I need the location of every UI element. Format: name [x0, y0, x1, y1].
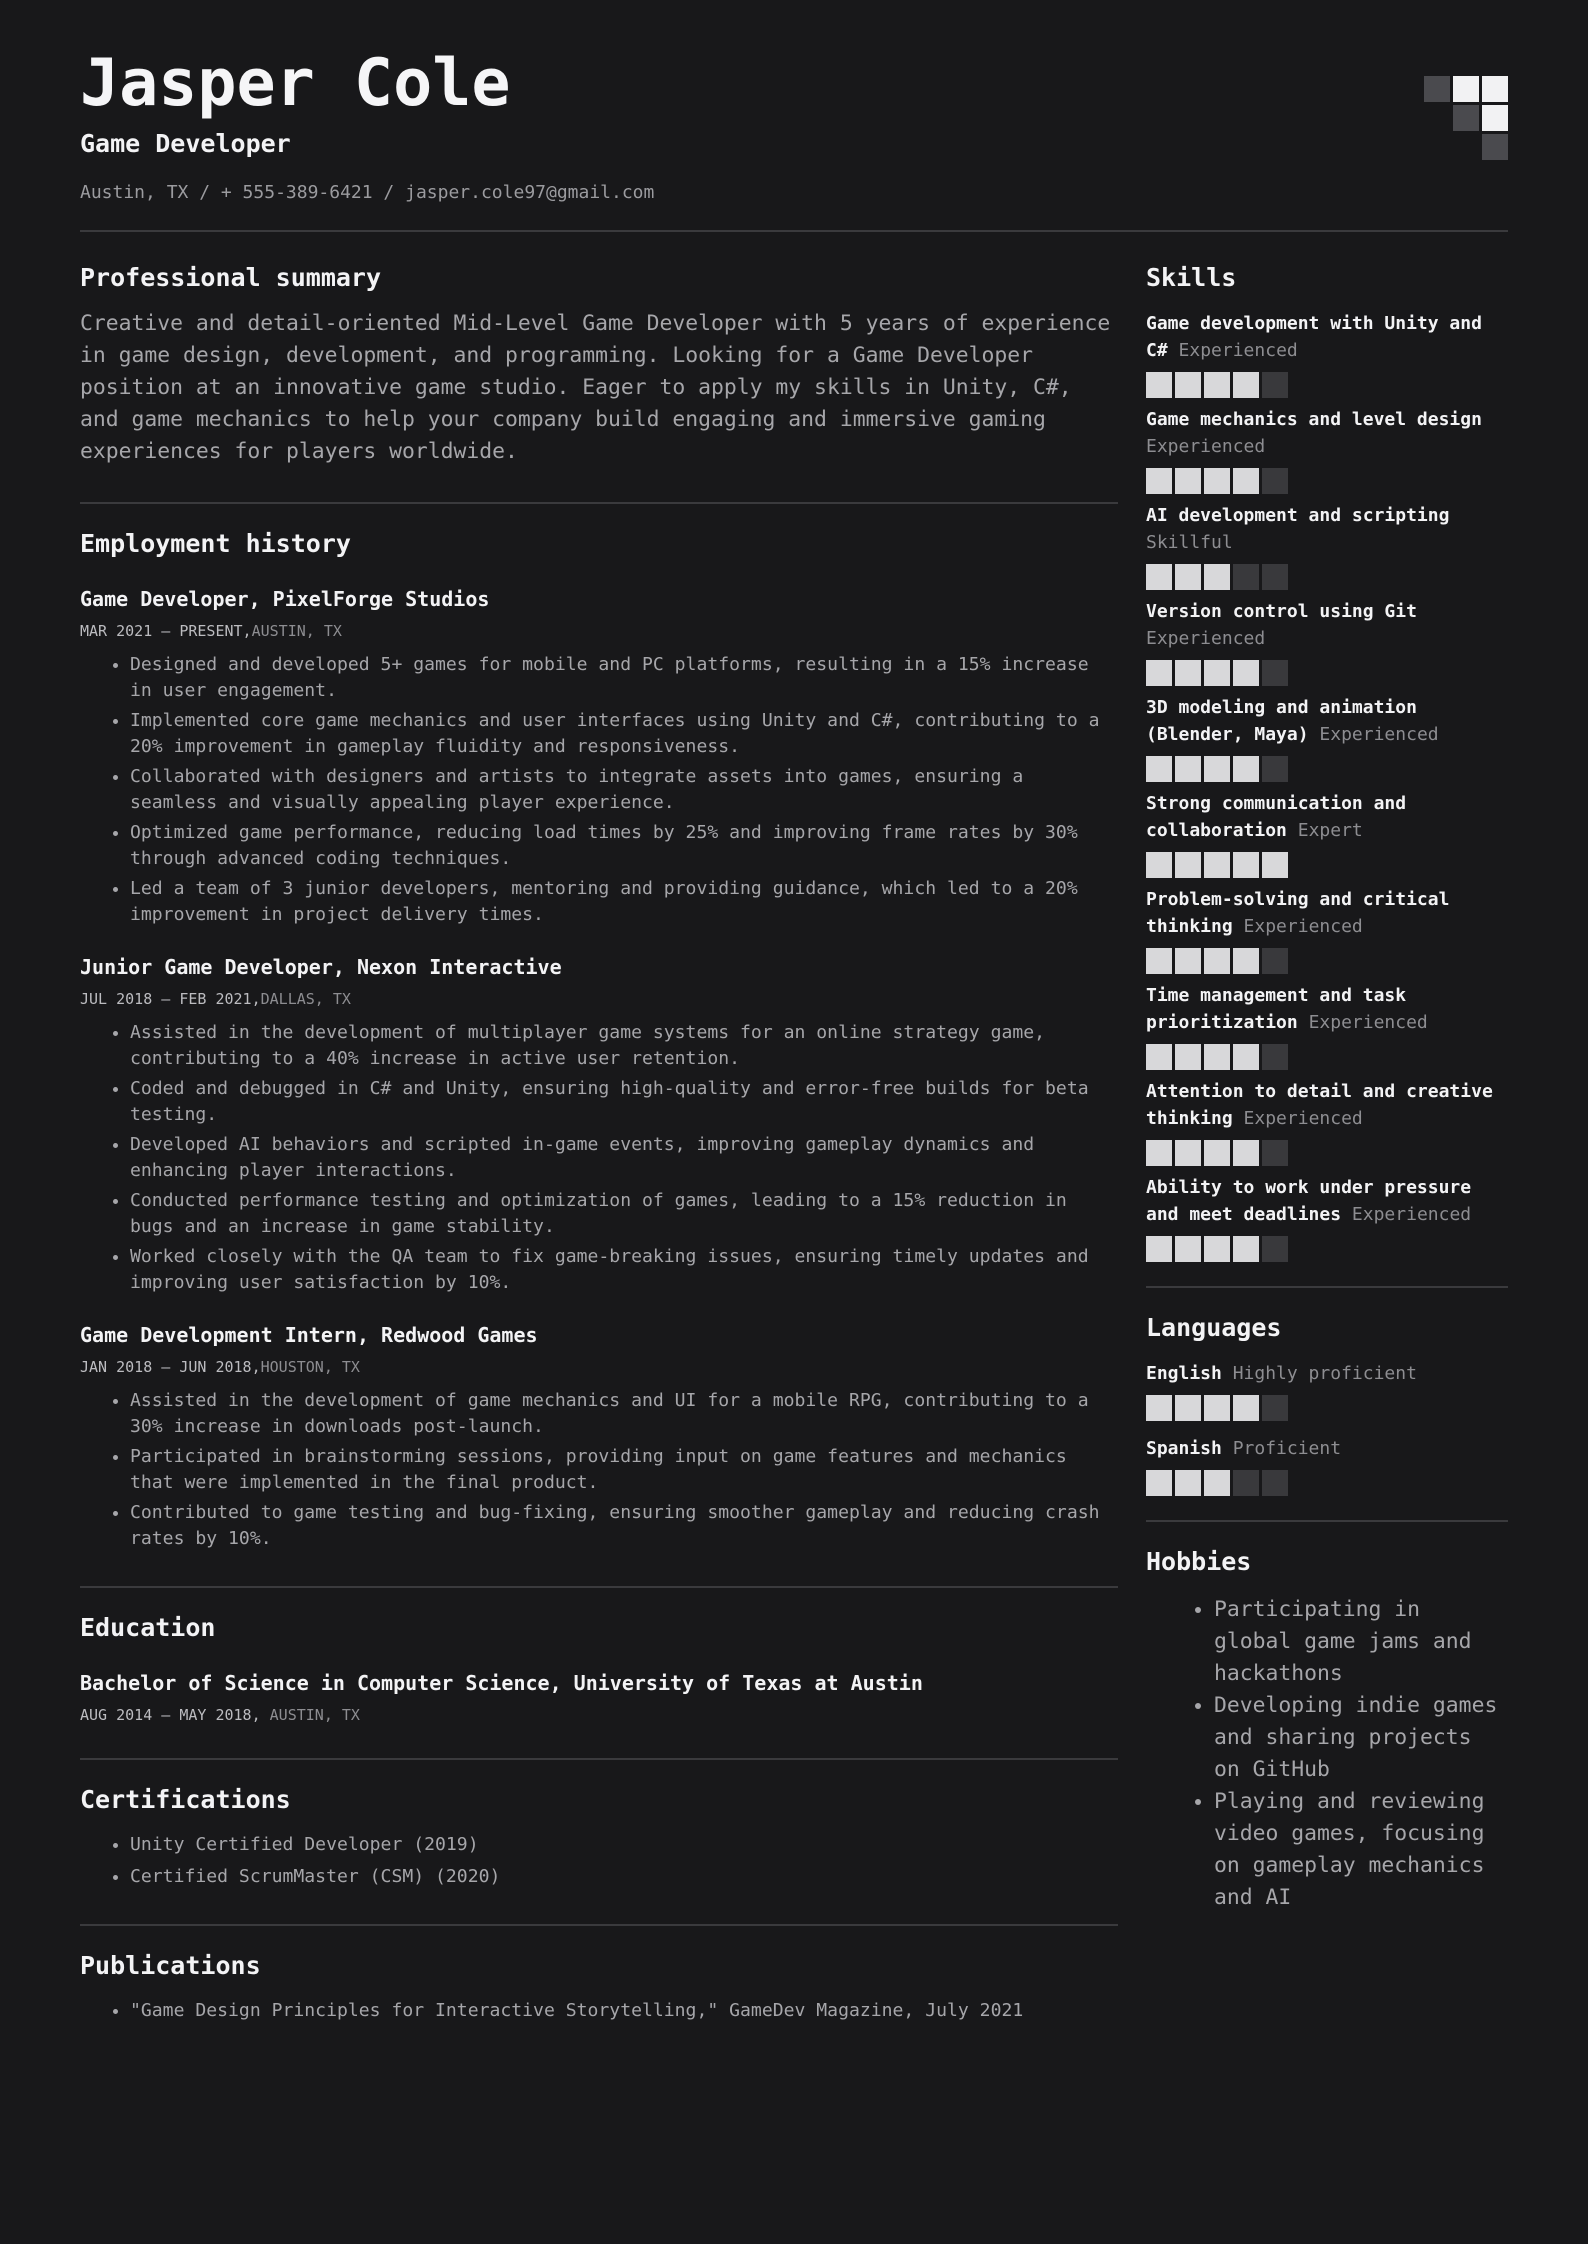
certification-item: • Unity Certified Developer (2019) [130, 1832, 1118, 1858]
bar-square [1204, 852, 1230, 878]
skill-bar [1146, 1044, 1508, 1070]
bullet-item: • Contributed to game testing and bug-fixing, ensuring smoother gameplay and reducing crash rates by 10%. [130, 1500, 1118, 1552]
bar-square [1204, 948, 1230, 974]
bar-square [1146, 468, 1172, 494]
bar-square [1233, 1140, 1259, 1166]
skill-bar [1146, 948, 1508, 974]
job-entry [80, 954, 1118, 1296]
job-dates: MAR 2021 – PRESENT, [80, 622, 252, 640]
skill-name: Version control using Git [1146, 601, 1417, 622]
bar-square [1175, 660, 1201, 686]
education-dateline [80, 1706, 1118, 1724]
bar-square [1204, 372, 1230, 398]
bar-square [1233, 852, 1259, 878]
hobby-item: • Playing and reviewing video games, focusing on gameplay mechanics and AI [1214, 1786, 1508, 1914]
bar-square [1233, 1395, 1259, 1421]
skill-name: Ability to work under pressure and meet deadlines [1146, 1177, 1472, 1225]
contact-line: Austin, TX / + 555-389-6421 / jasper.cole97@gmail.com [80, 182, 655, 203]
job-dateline [80, 622, 1118, 640]
logo-cell [1453, 134, 1479, 160]
skill-level: Experienced [1178, 340, 1298, 361]
hobbies-heading: Hobbies [1146, 1547, 1252, 1576]
hobby-item: • Participating in global game jams and hackathons [1214, 1594, 1508, 1690]
logo-cell [1453, 105, 1479, 131]
skill-level: Skillful [1146, 532, 1233, 553]
bar-square [1233, 1236, 1259, 1262]
publications-heading: Publications [80, 1951, 261, 1980]
bar-square [1262, 948, 1288, 974]
skill-level: Experienced [1319, 724, 1439, 745]
pixel-logo-icon [1424, 76, 1508, 160]
bar-square [1204, 660, 1230, 686]
bar-square [1204, 1140, 1230, 1166]
bar-square [1175, 564, 1201, 590]
section-divider [80, 1586, 1118, 1588]
bar-square [1233, 756, 1259, 782]
bar-square [1262, 660, 1288, 686]
bar-square [1262, 564, 1288, 590]
bar-square [1233, 468, 1259, 494]
bar-square [1146, 756, 1172, 782]
section-certifications [80, 1784, 1118, 1890]
section-employment [80, 528, 1118, 1552]
bar-square [1204, 1395, 1230, 1421]
education-dates: AUG 2014 – MAY 2018, [80, 1706, 261, 1724]
bar-square [1175, 1236, 1201, 1262]
logo-cell [1424, 105, 1450, 131]
bar-square [1175, 852, 1201, 878]
skill-item [1146, 502, 1508, 590]
skill-bar [1146, 756, 1508, 782]
language-level: Proficient [1232, 1438, 1342, 1459]
bullet-item: • Assisted in the development of game mechanics and UI for a mobile RPG, contributing to a 30% increase in downloads post-launch. [130, 1388, 1118, 1440]
skill-bar [1146, 660, 1508, 686]
skill-level: Experienced [1146, 436, 1266, 457]
bar-square [1175, 1395, 1201, 1421]
job-title: Junior Game Developer, Nexon Interactive [80, 955, 562, 979]
section-hobbies [1146, 1546, 1508, 1914]
section-skills [1146, 262, 1508, 1262]
summary-heading: Professional summary [80, 263, 382, 292]
section-languages [1146, 1312, 1508, 1496]
bar-square [1146, 1236, 1172, 1262]
job-location: AUSTIN, TX [251, 622, 342, 640]
skill-name: 3D modeling and animation (Blender, Maya) [1146, 697, 1417, 745]
skill-level: Experienced [1243, 1108, 1363, 1129]
language-name: English [1146, 1363, 1222, 1384]
name-heading: Jasper Cole [80, 46, 511, 121]
bar-square [1262, 1470, 1288, 1496]
skill-item [1146, 310, 1508, 398]
section-professional-summary [80, 262, 1118, 468]
bar-square [1175, 468, 1201, 494]
job-location: HOUSTON, TX [260, 1358, 360, 1376]
bar-square [1233, 660, 1259, 686]
bar-square [1262, 852, 1288, 878]
bar-square [1262, 1236, 1288, 1262]
skill-name: Attention to detail and creative thinking [1146, 1081, 1493, 1129]
skill-level: Experienced [1308, 1012, 1428, 1033]
bar-square [1175, 1470, 1201, 1496]
bar-square [1204, 1044, 1230, 1070]
language-bar [1146, 1395, 1508, 1421]
bar-square [1233, 948, 1259, 974]
education-location: AUSTIN, TX [269, 1706, 360, 1724]
bar-square [1146, 1395, 1172, 1421]
bar-square [1262, 1044, 1288, 1070]
bar-square [1262, 372, 1288, 398]
languages-heading: Languages [1146, 1313, 1282, 1342]
logo-cell [1424, 134, 1450, 160]
education-entry [80, 1670, 1118, 1724]
bullet-item: • Assisted in the development of multiplayer game systems for an online strategy game, contributing to a 40% increase in active user retention. [130, 1020, 1118, 1072]
bullet-item: • Participated in brainstorming sessions, providing input on game features and mechanics that were implemented in the final product. [130, 1444, 1118, 1496]
skill-level: Experienced [1351, 1204, 1472, 1225]
logo-cell [1424, 76, 1450, 102]
job-location: DALLAS, TX [260, 990, 351, 1008]
hobby-item: • Developing indie games and sharing projects on GitHub [1214, 1690, 1508, 1786]
job-title: Game Developer, PixelForge Studios [80, 587, 490, 611]
section-publications [80, 1950, 1118, 2024]
bullet-item: • Collaborated with designers and artists to integrate assets into games, ensuring a seamless and visually appealing player experience. [130, 764, 1118, 816]
job-bullets [80, 652, 1118, 928]
hobbies-list [1146, 1594, 1508, 1914]
bar-square [1204, 1470, 1230, 1496]
job-bullets [80, 1388, 1118, 1552]
section-education [80, 1612, 1118, 1724]
summary-text: Creative and detail-oriented Mid-Level Game Developer with 5 years of experience in game design, development, and programming. Looking for a Game Developer position at an innovative game studio. Eager to apply my skills in Unity, C#, and game mechanics to help your company build engaging and immersive gaming experiences for players worldwide. [80, 311, 1111, 464]
bar-square [1146, 1470, 1172, 1496]
bar-square [1204, 1236, 1230, 1262]
bar-square [1233, 564, 1259, 590]
bar-square [1175, 1044, 1201, 1070]
logo-cell [1482, 134, 1508, 160]
publications-list [80, 1998, 1118, 2024]
skill-level: Expert [1297, 820, 1363, 841]
job-dateline [80, 1358, 1118, 1376]
bar-square [1146, 660, 1172, 686]
header [80, 46, 1508, 204]
publication-item: • "Game Design Principles for Interactive Storytelling," GameDev Magazine, July 2021 [130, 1998, 1118, 2024]
job-title: Game Development Intern, Redwood Games [80, 1323, 538, 1347]
bar-square [1262, 756, 1288, 782]
skill-bar [1146, 372, 1508, 398]
job-dates: JUL 2018 – FEB 2021, [80, 990, 261, 1008]
main-column [80, 232, 1118, 2030]
certifications-list [80, 1832, 1118, 1890]
bar-square [1146, 1140, 1172, 1166]
bar-square [1175, 372, 1201, 398]
bullet-item: • Implemented core game mechanics and user interfaces using Unity and C#, contributing to a 20% improvement in gameplay fluidity and responsiveness. [130, 708, 1118, 760]
bullet-item: • Designed and developed 5+ games for mobile and PC platforms, resulting in a 15% increase in user engagement. [130, 652, 1118, 704]
logo-cell [1482, 105, 1508, 131]
skill-level: Experienced [1243, 916, 1363, 937]
language-name: Spanish [1146, 1438, 1222, 1459]
skill-name: Game mechanics and level design [1146, 409, 1482, 430]
skill-bar [1146, 852, 1508, 878]
bullet-item: • Worked closely with the QA team to fix game-breaking issues, ensuring timely updates and improving user satisfaction by 10%. [130, 1244, 1118, 1296]
bar-square [1262, 1395, 1288, 1421]
bar-square [1146, 852, 1172, 878]
job-dateline [80, 990, 1118, 1008]
bullet-item: • Coded and debugged in C# and Unity, ensuring high-quality and error-free builds for beta testing. [130, 1076, 1118, 1128]
section-divider [80, 1924, 1118, 1926]
bar-square [1146, 1044, 1172, 1070]
skill-bar [1146, 1236, 1508, 1262]
bar-square [1262, 1140, 1288, 1166]
job-bullets [80, 1020, 1118, 1296]
skill-item [1146, 886, 1508, 974]
bar-square [1204, 564, 1230, 590]
skill-item [1146, 598, 1508, 686]
logo-cell [1482, 76, 1508, 102]
bar-square [1146, 372, 1172, 398]
bullet-item: • Developed AI behaviors and scripted in-game events, improving gameplay dynamics and enhancing player interactions. [130, 1132, 1118, 1184]
skill-name: Game development with Unity and C# [1146, 313, 1482, 361]
bullet-item: • Led a team of 3 junior developers, mentoring and providing guidance, which led to a 20% improvement in project delivery times. [130, 876, 1118, 928]
bar-square [1175, 756, 1201, 782]
skill-item [1146, 1078, 1508, 1166]
bar-square [1146, 564, 1172, 590]
bar-square [1233, 1044, 1259, 1070]
role-title: Game Developer [80, 129, 291, 158]
skill-bar [1146, 468, 1508, 494]
job-entry [80, 1322, 1118, 1552]
bar-square [1175, 1140, 1201, 1166]
bar-square [1204, 756, 1230, 782]
bar-square [1204, 468, 1230, 494]
section-divider [80, 1758, 1118, 1760]
skill-name: AI development and scripting [1146, 505, 1450, 526]
logo-cell [1453, 76, 1479, 102]
skill-bar [1146, 564, 1508, 590]
skill-name: Time management and task prioritization [1146, 985, 1407, 1033]
skill-bar [1146, 1140, 1508, 1166]
language-level: Highly proficient [1232, 1363, 1417, 1384]
certifications-heading: Certifications [80, 1785, 291, 1814]
bar-square [1175, 948, 1201, 974]
skill-item [1146, 1174, 1508, 1262]
bar-square [1233, 372, 1259, 398]
sidebar [1146, 232, 1508, 1914]
skill-level: Experienced [1146, 628, 1266, 649]
skill-item [1146, 406, 1508, 494]
job-entry [80, 586, 1118, 928]
sidebar-divider [1146, 1286, 1508, 1288]
job-dates: JAN 2018 – JUN 2018, [80, 1358, 261, 1376]
skill-name: Problem-solving and critical thinking [1146, 889, 1450, 937]
content-columns [80, 232, 1508, 2030]
degree-title: Bachelor of Science in Computer Science, University of Texas at Austin [80, 1671, 923, 1695]
language-bar [1146, 1470, 1508, 1496]
certification-item: • Certified ScrumMaster (CSM) (2020) [130, 1864, 1118, 1890]
bullet-item: • Optimized game performance, reducing load times by 25% and improving frame rates by 30% through advanced coding techniques. [130, 820, 1118, 872]
employment-heading: Employment history [80, 529, 351, 558]
skill-item [1146, 982, 1508, 1070]
skill-item [1146, 694, 1508, 782]
sidebar-divider [1146, 1520, 1508, 1522]
bullet-item: • Conducted performance testing and optimization of games, leading to a 15% reduction in bugs and an increase in game stability. [130, 1188, 1118, 1240]
language-item [1146, 1360, 1508, 1421]
skill-item [1146, 790, 1508, 878]
bar-square [1146, 948, 1172, 974]
education-heading: Education [80, 1613, 216, 1642]
skills-heading: Skills [1146, 263, 1237, 292]
section-divider [80, 502, 1118, 504]
skill-name: Strong communication and collaboration [1146, 793, 1407, 841]
language-item [1146, 1435, 1508, 1496]
bar-square [1233, 1470, 1259, 1496]
bar-square [1262, 468, 1288, 494]
